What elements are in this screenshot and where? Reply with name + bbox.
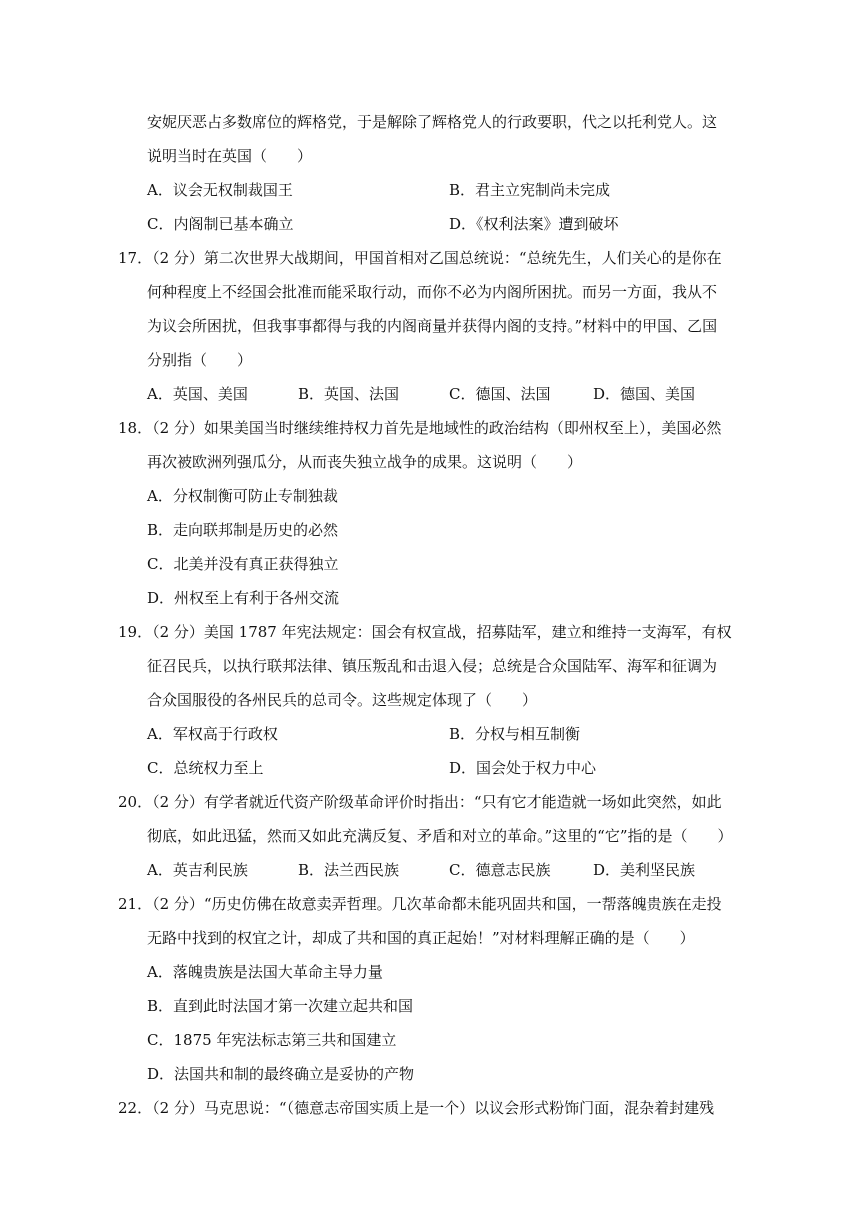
- q18-option-d[interactable]: D．州权至上有利于各州交流: [147, 589, 340, 607]
- q21-option-d[interactable]: D．法国共和制的最终确立是妥协的产物: [147, 1065, 415, 1083]
- q17-stem-line-3: 为议会所困扰，但我事事都得与我的内阁商量并获得内阁的支持。”材料中的甲国、乙国: [147, 317, 718, 335]
- q19-option-a[interactable]: A．军权高于行政权: [147, 725, 278, 743]
- q20-option-b[interactable]: B．法兰西民族: [298, 861, 400, 879]
- q17-option-a[interactable]: A．英国、美国: [147, 385, 248, 403]
- q21-option-a[interactable]: A．落魄贵族是法国大革命主导力量: [147, 963, 383, 981]
- q17-option-c[interactable]: C．德国、法国: [449, 385, 551, 403]
- q16-stem-line-1: 安妮厌恶占多数席位的辉格党，于是解除了辉格党人的行政要职，代之以托利党人。这: [147, 113, 718, 131]
- q17-stem-line-1: 17．（2 分）第二次世界大战期间，甲国首相对乙国总统说：“总统先生，人们关心的是你在: [118, 249, 722, 267]
- q16-option-b[interactable]: B．君主立宪制尚未完成: [449, 181, 611, 199]
- q19-stem-line-3: 合众国服役的各州民兵的总司令。这些规定体现了（ ）: [147, 691, 538, 709]
- q17-option-b[interactable]: B．英国、法国: [298, 385, 400, 403]
- q21-stem-line-1: 21．（2 分）“历史仿佛在故意卖弄哲理。几次革命都未能巩固共和国，一帮落魄贵族在走投: [118, 895, 722, 913]
- q20-option-d[interactable]: D．美利坚民族: [593, 861, 696, 879]
- q19-stem-line-2: 征召民兵，以执行联邦法律、镇压叛乱和击退入侵；总统是合众国陆军、海军和征调为: [147, 657, 718, 675]
- q18-option-a[interactable]: A．分权制衡可防止专制独裁: [147, 487, 338, 505]
- q22-stem-line-1: 22．（2 分）马克思说：“（德意志帝国实质上是一个）以议会形式粉饰门面，混杂着封建残: [118, 1099, 715, 1117]
- q21-option-c[interactable]: C．1875 年宪法标志第三共和国建立: [147, 1031, 397, 1049]
- q17-option-d[interactable]: D．德国、美国: [593, 385, 696, 403]
- q19-option-c[interactable]: C．总统权力至上: [147, 759, 264, 777]
- q20-stem-line-2: 彻底，如此迅猛，然而又如此充满反复、矛盾和对立的革命。”这里的“它”指的是（ ）: [147, 827, 733, 845]
- q17-stem-line-4: 分别指（ ）: [147, 351, 253, 369]
- q21-stem-line-2: 无路中找到的权宜之计，却成了共和国的真正起始！”对材料理解正确的是（ ）: [147, 929, 695, 947]
- q20-option-c[interactable]: C．德意志民族: [449, 861, 551, 879]
- q18-stem-line-2: 再次被欧洲列强瓜分，从而丧失独立战争的成果。这说明（ ）: [147, 453, 583, 471]
- q19-option-d[interactable]: D．国会处于权力中心: [449, 759, 597, 777]
- q18-option-b[interactable]: B．走向联邦制是历史的必然: [147, 521, 339, 539]
- q16-stem-line-2: 说明当时在英国（ ）: [147, 147, 313, 165]
- q18-option-c[interactable]: C．北美并没有真正获得独立: [147, 555, 339, 573]
- q21-option-b[interactable]: B．直到此时法国才第一次建立起共和国: [147, 997, 414, 1015]
- q20-stem-line-1: 20．（2 分）有学者就近代资产阶级革命评价时指出：“只有它才能造就一场如此突然，如此: [118, 793, 722, 811]
- q19-stem-line-1: 19．（2 分）美国 1787 年宪法规定：国会有权宣战，招募陆军，建立和维持一支海军，有权: [118, 623, 732, 641]
- q19-option-b[interactable]: B．分权与相互制衡: [449, 725, 581, 743]
- q20-option-a[interactable]: A．英吉利民族: [147, 861, 248, 879]
- q16-option-c[interactable]: C．内阁制已基本确立: [147, 215, 294, 233]
- q16-option-a[interactable]: A．议会无权制裁国王: [147, 181, 293, 199]
- q18-stem-line-1: 18．（2 分）如果美国当时继续维持权力首先是地域性的政治结构（即州权至上），美国必然: [118, 419, 722, 437]
- q16-option-d[interactable]: D．《权利法案》遭到破坏: [449, 215, 619, 233]
- q17-stem-line-2: 何种程度上不经国会批准而能采取行动，而你不必为内阁所困扰。而另一方面，我从不: [147, 283, 718, 301]
